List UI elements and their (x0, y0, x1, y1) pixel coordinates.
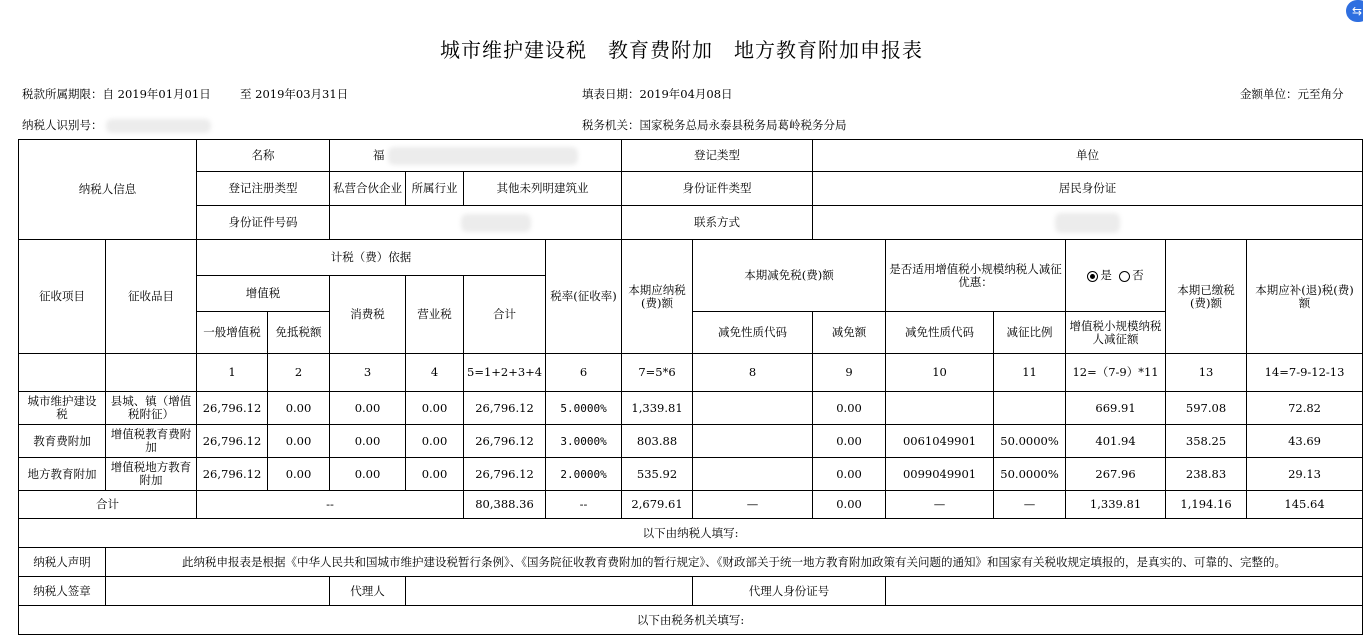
fill-date-row (582, 86, 733, 102)
period-row (22, 86, 211, 102)
cell-business: 0.00 (406, 425, 464, 458)
redacted-name (388, 147, 578, 165)
cell-due: 43.69 (1247, 425, 1363, 458)
cell-payable: 535.92 (622, 458, 693, 491)
cell-exempt: 0.00 (268, 458, 330, 491)
no-label: 否 (1132, 268, 1144, 282)
col-small-amt: 增值税小规模纳税人减征额 (1066, 312, 1166, 354)
period-end: 2019年03月31日 (255, 87, 349, 101)
total-small-code: — (886, 491, 994, 519)
cell-rate: 3.0000% (546, 425, 622, 458)
total-due: 145.64 (1247, 491, 1363, 519)
cell-paid: 358.25 (1166, 425, 1247, 458)
cell-exempt: 0.00 (268, 425, 330, 458)
cell-small-amt: 401.94 (1066, 425, 1166, 458)
contact-value (813, 206, 1363, 240)
total-paid: 1,194.16 (1166, 491, 1247, 519)
cell-reduction-code (693, 392, 813, 425)
cell-reduction-code (693, 425, 813, 458)
by-taxpayer-label: 以下由纳税人填写: (19, 519, 1363, 548)
page-title: 城市维护建设税 教育费附加 地方教育附加申报表 (440, 38, 923, 62)
cell-exempt: 0.00 (268, 392, 330, 425)
col-consumption: 消费税 (330, 276, 406, 354)
col-rate: 税率(征收率) (546, 240, 622, 354)
col-number: 7=5*6 (622, 354, 693, 392)
contact-label: 联系方式 (622, 206, 813, 240)
id-no-value (330, 206, 622, 240)
cell-rate: 5.0000% (546, 392, 622, 425)
tax-office-label: 税务机关： (582, 118, 640, 132)
cell-payable: 803.88 (622, 425, 693, 458)
cell-small-ratio (994, 392, 1066, 425)
cell-small-amt: 267.96 (1066, 458, 1166, 491)
name-value (330, 140, 622, 172)
total-dash: -- (197, 491, 464, 519)
cell-consumption: 0.00 (330, 392, 406, 425)
fill-date-label: 填表日期： (582, 87, 640, 101)
info-row-2 (19, 172, 1363, 206)
declaration-row (19, 548, 1363, 577)
col-number: 6 (546, 354, 622, 392)
col-paid: 本期已缴税(费)额 (1166, 240, 1247, 354)
col-number: 10 (886, 354, 994, 392)
declaration-text: 此纳税申报表是根据《中华人民共和国城市维护建设税暂行条例》、《国务院征收教育费附加的暂行规定》、《财政部关于统一地方教育附加政策有关问题的通知》和国家有关税收规定填报的，是真实的、可靠的、完整的。 (106, 548, 1363, 577)
yes-label: 是 (1100, 268, 1112, 282)
info-section-label: 纳税人信息 (19, 140, 197, 240)
reg-type-label: 登记类型 (622, 140, 813, 172)
small-scale-choice (1066, 240, 1166, 312)
signature-row (19, 577, 1363, 606)
col-number: 11 (994, 354, 1066, 392)
period-end-row (240, 86, 348, 102)
col-number: 8 (693, 354, 813, 392)
name-prefix: 福 (372, 147, 385, 162)
cell-small-code (886, 392, 994, 425)
row-sub-item: 县城、镇（增值税附征） (106, 392, 197, 425)
col-business: 营业税 (406, 276, 464, 354)
cell-payable: 1,339.81 (622, 392, 693, 425)
info-row-1 (19, 140, 1363, 172)
table-row (19, 392, 1363, 425)
corner-app-icon[interactable]: ⇆ (1346, 0, 1363, 22)
signature-label: 纳税人签章 (19, 577, 106, 606)
by-taxpayer-row (19, 519, 1363, 548)
total-label: 合计 (19, 491, 197, 519)
col-number: 9 (813, 354, 886, 392)
total-reduction-amt: 0.00 (813, 491, 886, 519)
period-start: 2019年01月01日 (117, 87, 211, 101)
col-number-row (19, 354, 1363, 392)
period-to-label: 至 (240, 87, 252, 101)
blank-cell (19, 354, 106, 392)
header-row-1 (19, 240, 1363, 276)
col-number: 3 (330, 354, 406, 392)
info-row-3 (19, 206, 1363, 240)
col-sub-item: 征收品目 (106, 240, 197, 354)
col-due: 本期应补(退)税(费)额 (1247, 240, 1363, 354)
cell-small-code: 0061049901 (886, 425, 994, 458)
col-number: 14=7-9-12-13 (1247, 354, 1363, 392)
name-label: 名称 (197, 140, 330, 172)
reg-reg-type-value: 私营合伙企业 (330, 172, 406, 206)
cell-general-vat: 26,796.12 (197, 458, 268, 491)
cell-due: 29.13 (1247, 458, 1363, 491)
agent-id-value[interactable] (886, 577, 1363, 606)
cell-reduction-amt: 0.00 (813, 392, 886, 425)
col-total: 合计 (464, 276, 546, 354)
taxpayer-id-label: 纳税人识别号： (22, 118, 103, 132)
cell-small-amt: 669.91 (1066, 392, 1166, 425)
no-radio[interactable] (1119, 271, 1130, 282)
cell-due: 72.82 (1247, 392, 1363, 425)
col-small-scale-question: 是否适用增值税小规模纳税人减征优惠： (886, 240, 1066, 312)
col-number: 13 (1166, 354, 1247, 392)
industry-value: 其他未列明建筑业 (464, 172, 622, 206)
col-exempt: 免抵税额 (268, 312, 330, 354)
cell-reduction-code (693, 458, 813, 491)
by-office-label: 以下由税务机关填写: (19, 606, 1363, 635)
cell-consumption: 0.00 (330, 425, 406, 458)
redacted-contact (1055, 213, 1120, 233)
table-row (19, 458, 1363, 491)
col-reduction-amt: 减免额 (813, 312, 886, 354)
total-small-ratio: — (994, 491, 1066, 519)
redacted-id-no (461, 214, 531, 232)
col-vat: 增值税 (197, 276, 330, 312)
cell-business: 0.00 (406, 458, 464, 491)
declaration-label: 纳税人声明 (19, 548, 106, 577)
agent-id-label: 代理人身份证号 (693, 577, 886, 606)
col-reduction-code: 减免性质代码 (693, 312, 813, 354)
reg-type-value: 单位 (813, 140, 1363, 172)
blank-cell (106, 354, 197, 392)
cell-general-vat: 26,796.12 (197, 425, 268, 458)
cell-paid: 597.08 (1166, 392, 1247, 425)
total-reduction-code: — (693, 491, 813, 519)
by-office-row (19, 606, 1363, 635)
total-rate: -- (546, 491, 622, 519)
tax-office: 国家税务总局永泰县税务局葛岭税务分局 (639, 118, 847, 132)
cell-paid: 238.83 (1166, 458, 1247, 491)
industry-label: 所属行业 (406, 172, 464, 206)
col-payable: 本期应纳税(费)额 (622, 240, 693, 354)
total-payable: 2,679.61 (622, 491, 693, 519)
tax-office-row (582, 117, 847, 133)
total-small-amt: 1,339.81 (1066, 491, 1166, 519)
row-item: 教育费附加 (19, 425, 106, 458)
col-reduction: 本期减免税(费)额 (693, 240, 886, 312)
col-number: 1 (197, 354, 268, 392)
agent-label: 代理人 (330, 577, 406, 606)
yes-radio[interactable] (1087, 271, 1098, 282)
signature-value[interactable] (106, 577, 330, 606)
amount-unit: 金额单位：元至角分 (1240, 87, 1344, 101)
taxpayer-id-row (22, 117, 211, 133)
total-basis: 80,388.36 (464, 491, 546, 519)
col-number: 5=1+2+3+4 (464, 354, 546, 392)
agent-value[interactable] (406, 577, 693, 606)
id-type-label: 身份证件类型 (622, 172, 813, 206)
col-small-ratio: 减征比例 (994, 312, 1066, 354)
row-sub-item: 增值税地方教育附加 (106, 458, 197, 491)
col-number: 12=（7-9）*11 (1066, 354, 1166, 392)
total-row (19, 491, 1363, 519)
row-sub-item: 增值税教育费附加 (106, 425, 197, 458)
reg-reg-type-label: 登记注册类型 (197, 172, 330, 206)
period-label: 税款所属期限：自 (22, 87, 114, 101)
col-number: 4 (406, 354, 464, 392)
cell-reduction-amt: 0.00 (813, 458, 886, 491)
cell-business: 0.00 (406, 392, 464, 425)
row-item: 城市维护建设税 (19, 392, 106, 425)
cell-consumption: 0.00 (330, 458, 406, 491)
id-no-label: 身份证件号码 (197, 206, 330, 240)
col-item: 征收项目 (19, 240, 106, 354)
row-item: 地方教育附加 (19, 458, 106, 491)
col-small-code: 减免性质代码 (886, 312, 994, 354)
cell-total: 26,796.12 (464, 392, 546, 425)
cell-small-code: 0099049901 (886, 458, 994, 491)
col-number: 2 (268, 354, 330, 392)
fill-date: 2019年04月08日 (639, 87, 733, 101)
redacted-taxpayer-id (106, 119, 211, 133)
cell-rate: 2.0000% (546, 458, 622, 491)
declaration-table (18, 139, 1363, 635)
cell-total: 26,796.12 (464, 458, 546, 491)
col-general-vat: 一般增值税 (197, 312, 268, 354)
cell-total: 26,796.12 (464, 425, 546, 458)
cell-small-ratio: 50.0000% (994, 425, 1066, 458)
cell-small-ratio: 50.0000% (994, 458, 1066, 491)
cell-reduction-amt: 0.00 (813, 425, 886, 458)
cell-general-vat: 26,796.12 (197, 392, 268, 425)
table-row (19, 425, 1363, 458)
id-type-value: 居民身份证 (813, 172, 1363, 206)
col-basis: 计税（费）依据 (197, 240, 546, 276)
